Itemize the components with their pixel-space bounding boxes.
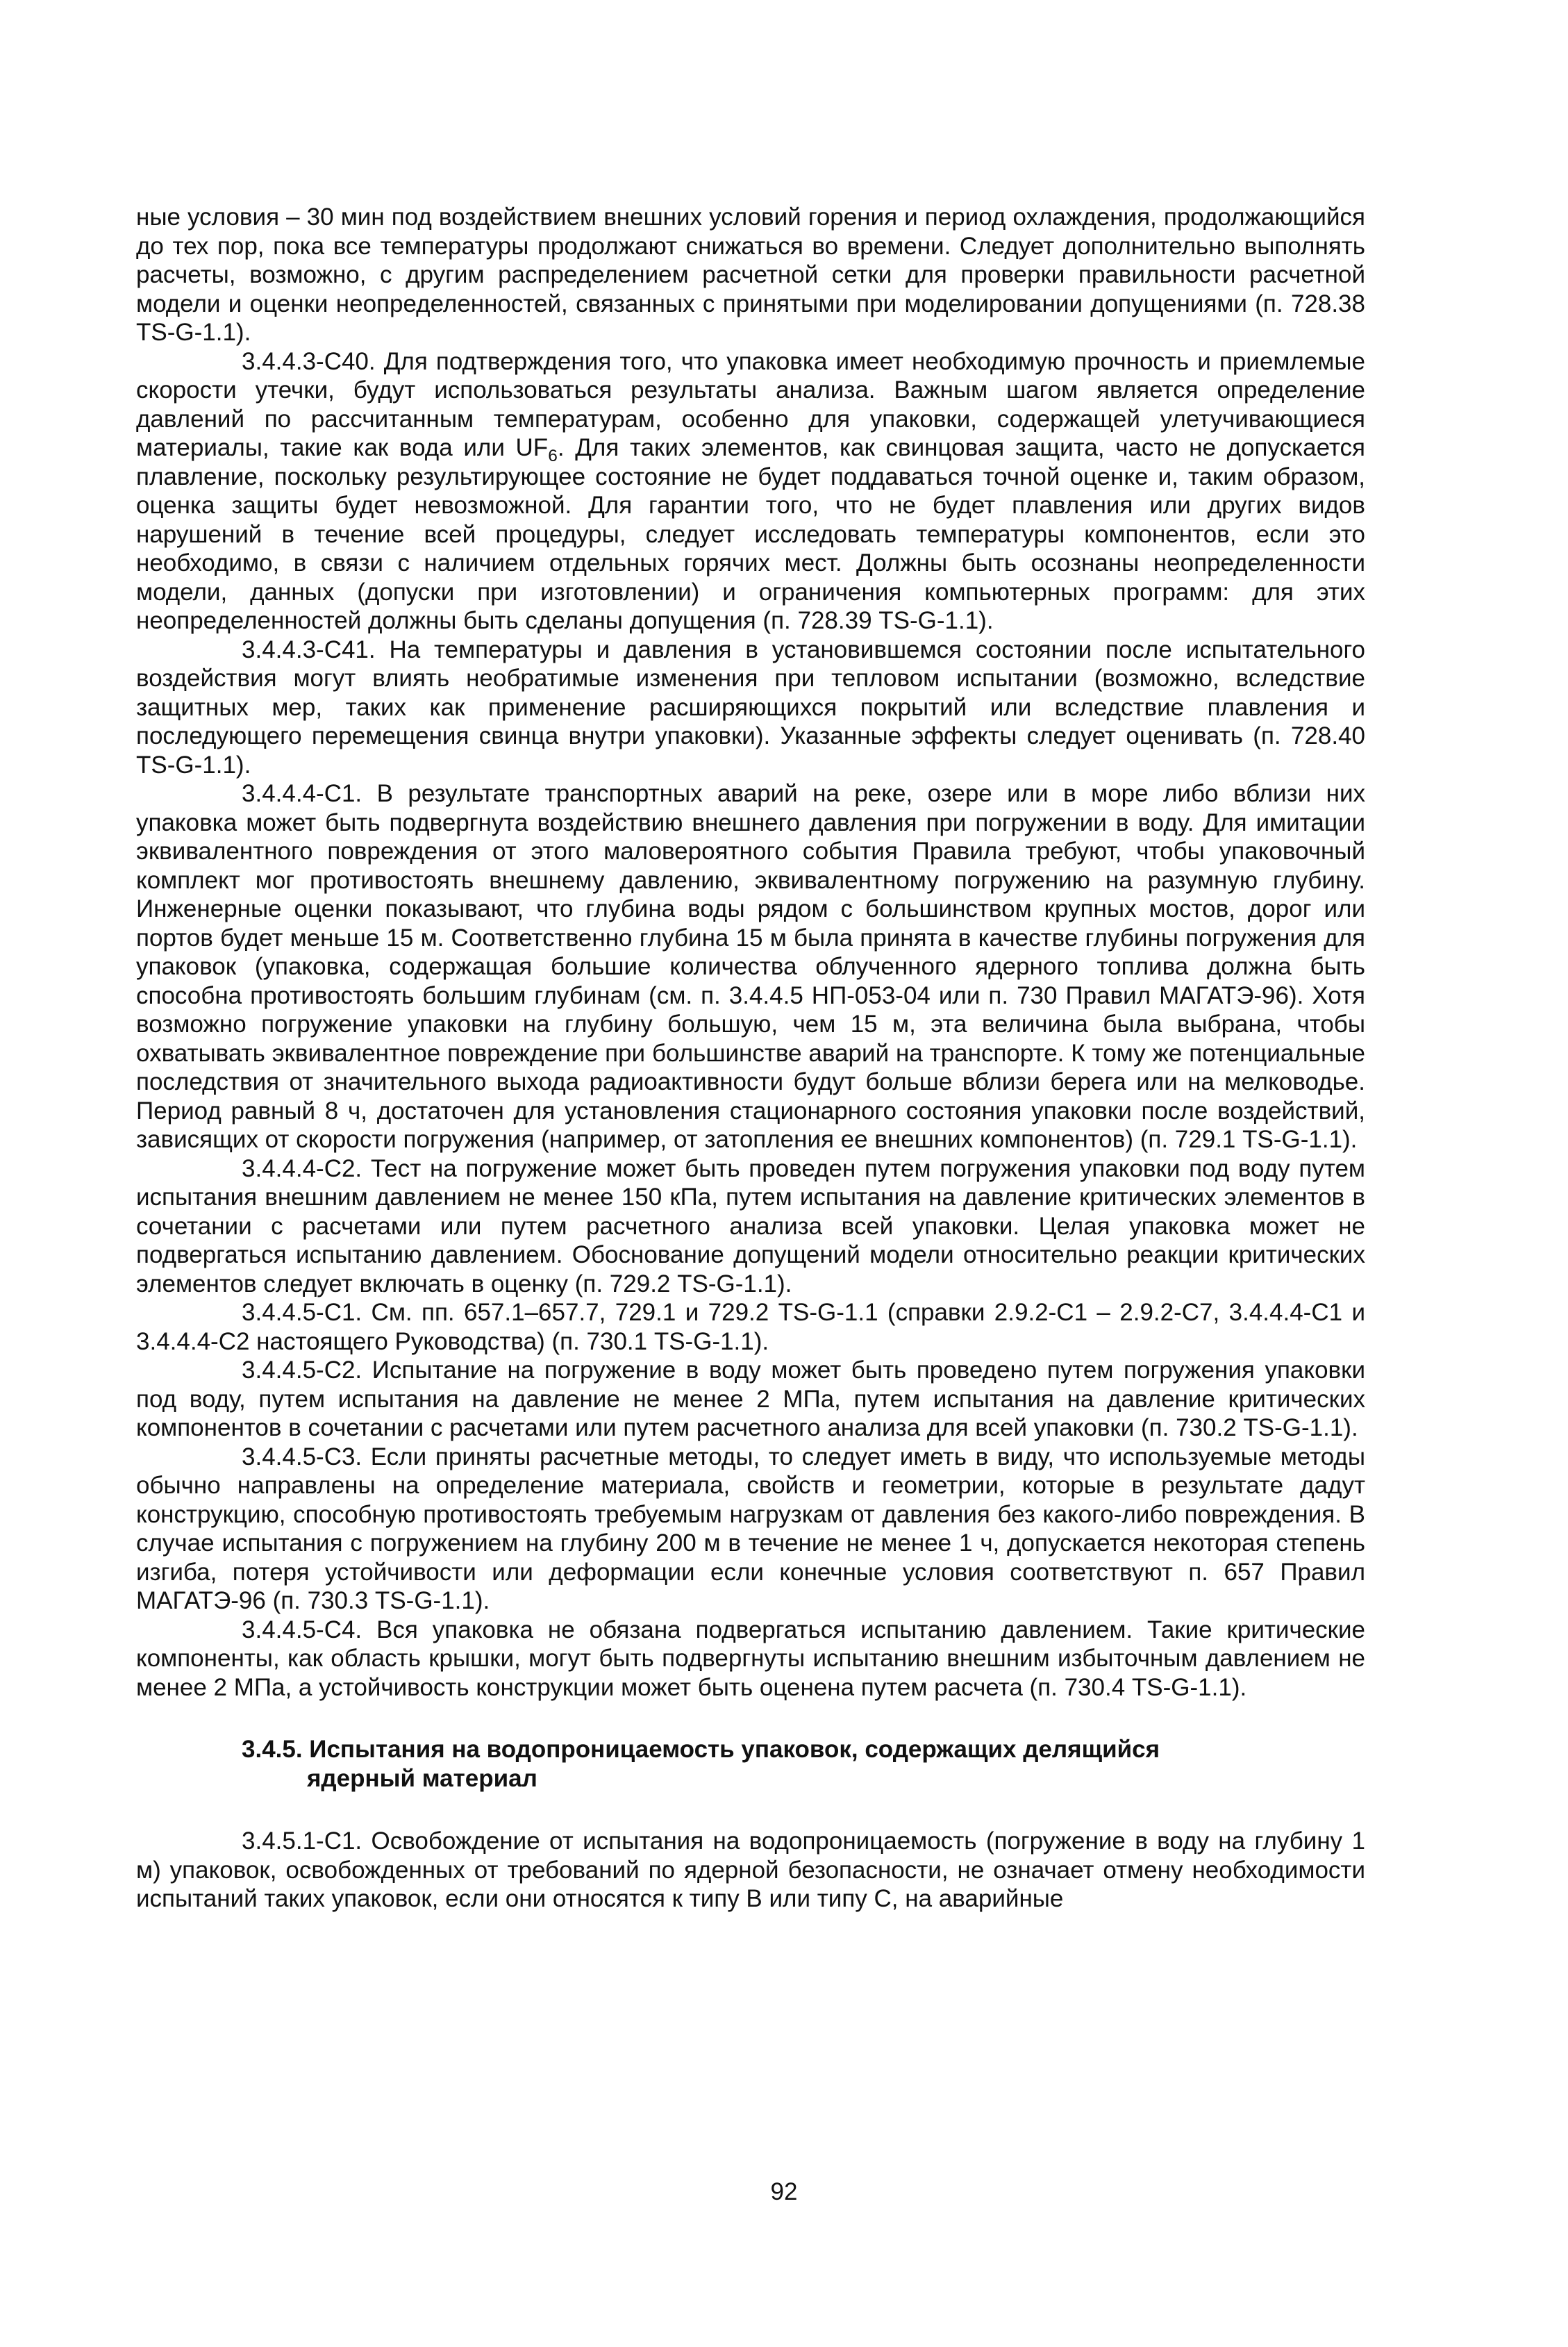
paragraph <box>136 347 1365 636</box>
section-heading-line: 3.4.5. Испытания на водопроницаемость упаковок, содержащих делящийся <box>242 1736 1160 1763</box>
paragraph: 3.4.4.4-С1. В результате транспортных аварий на реке, озере или в море либо вблизи них упаковка может быть подвергнута воздействию внешнего давления при погружении в воду. Для имитации эквивалентного повреждения от этого маловероятного события Правила требуют, чтобы упаковочный комплект мог противостоять внешнему давлению, эквивалентному погружению на разумную глубину. Инженерные оценки показывают, что глубина воды рядом с большинством крупных мостов, дорог или портов будет меньше 15 м. Соответственно глубина 15 м была принята в качестве глубины погружения для упаковок (упаковка, содержащая большие количества облученного ядерного топлива должна быть способна противостоять большим глубинам (см. п. 3.4.4.5 НП-053-04 или п. 730 Правил МАГАТЭ-96). Хотя возможно погружение упаковки на глубину большую, чем 15 м, эта величина была выбрана, чтобы охватывать эквивалентное повреждение при большинстве аварий на транспорте. К тому же потенциальные последствия от значительного выхода радиоактивности будут больше вблизи берега или на мелководье. Период равный 8 ч, достаточен для установления стационарного состояния упаковки после воздействий, зависящих от скорости погружения (например, от затопления ее внешних компонентов) (п. 729.1 TS-G-1.1). <box>136 780 1365 1153</box>
paragraph: ные условия – 30 мин под воздействием внешних условий горения и период охлаждения, продолжающийся до тех пор, пока все температуры продолжают снижаться во времени. Следует дополнительно выполнять расчеты, возможно, с другим распределением расчетной сетки для проверки правильности расчетной модели и оценки неопределенностей, связанных с принятыми при моделировании допущениями (п. 728.38 TS-G-1.1). <box>136 204 1365 346</box>
paragraph: 3.4.4.5-С4. Вся упаковка не обязана подвергаться испытанию давлением. Такие критические компоненты, как область крышки, могут быть подвергнуты испытанию внешним избыточным давлением не менее 2 МПа, а устойчивость конструкции может быть оценена путем расчета (п. 730.4 TS-G-1.1). <box>136 1616 1365 1701</box>
paragraph: 3.4.4.4-С2. Тест на погружение может быть проведен путем погружения упаковки под воду путем испытания внешним давлением не менее 150 кПа, путем испытания на давление критических элементов в сочетании с расчетами или путем расчетного анализа всей упаковки. Целая упаковка может не подвергаться испытанию давлением. Обоснование допущений модели относительно реакции критических элементов следует включать в оценку (п. 729.2 TS-G-1.1). <box>136 1154 1365 1297</box>
paragraph: 3.4.5.1-С1. Освобождение от испытания на водопроницаемость (погружение в воду на глубину 1 м) упаковок, освобожденных от требований по ядерной безопасности, не означает отмену необходимости испытаний таких упаковок, если они относятся к типу В или типу С, на аварийные <box>136 1827 1365 1912</box>
paragraph: 3.4.4.5-С3. Если приняты расчетные методы, то следует иметь в виду, что используемые методы обычно направлены на определение материала, свойств и геометрии, которые в результате дадут конструкцию, способную противостоять требуемым нагрузкам от давления без какого-либо повреждения. В случае испытания с погружением на глубину 200 м в течение не менее 1 ч, допускается некоторая степень изгиба, потеря устойчивости или деформации если конечные условия соответствуют п. 657 Правил МАГАТЭ-96 (п. 730.3 TS-G-1.1). <box>136 1443 1365 1614</box>
page-number: 92 <box>770 2178 798 2205</box>
paragraph: 3.4.4.3-С41. На температуры и давления в установившемся состоянии после испытательного воздействия могут влиять необратимые изменения при тепловом испытании (возможно, вследствие защитных мер, таких как применение расширяющихся покрытий или вследствие плавления и последующего перемещения свинца внутри упаковки). Указанные эффекты следует оценивать (п. 728.40 TS-G-1.1). <box>136 636 1365 779</box>
subscript: 6 <box>548 447 558 465</box>
paragraph-text: . Для таких элементов, как свинцовая защита, часто не допускается плавление, поскольку результирующее состояние не будет поддаваться точной оценке и, таким образом, оценка защиты будет невозможной. Для гарантии того, что не будет плавления или других видов нарушений в течение всей процедуры, следует исследовать температуры компонентов, если это необходимо, в связи с наличием отдельных горячих мест. Должны быть осознаны неопределенности модели, данных (допуски при изготовлении) и ограничения компьютерных программ: для этих неопределенностей должны быть сделаны допущения (п. 728.39 TS-G-1.1). <box>136 434 1365 634</box>
section-heading <box>136 1735 1365 1793</box>
paragraph-text: 3.4.4.3-С40. Для подтверждения того, что упаковка имеет необходимую прочность и приемлемые скорости утечки, будут использоваться результаты анализа. Важным шагом является определение давлений по рассчитанным температурам, особенно для упаковки, содержащей улетучивающиеся материалы, такие как вода или UF <box>136 347 1365 461</box>
paragraph: 3.4.4.5-С1. См. пп. 657.1–657.7, 729.1 и 729.2 TS-G-1.1 (справки 2.9.2-С1 – 2.9.2-С7, 3.4.4.4-С1 и 3.4.4.4-С2 настоящего Руководства) (п. 730.1 TS-G-1.1). <box>136 1299 1365 1355</box>
section-heading-line: ядерный материал <box>307 1765 537 1792</box>
page-content <box>136 203 1365 1914</box>
paragraph: 3.4.4.5-С2. Испытание на погружение в воду может быть проведено путем погружения упаковки под воду, путем испытания на давление не менее 2 МПа, путем испытания на давление критических компонентов в сочетании с расчетами или путем расчетного анализа для всей упаковки (п. 730.2 TS-G-1.1). <box>136 1357 1365 1441</box>
